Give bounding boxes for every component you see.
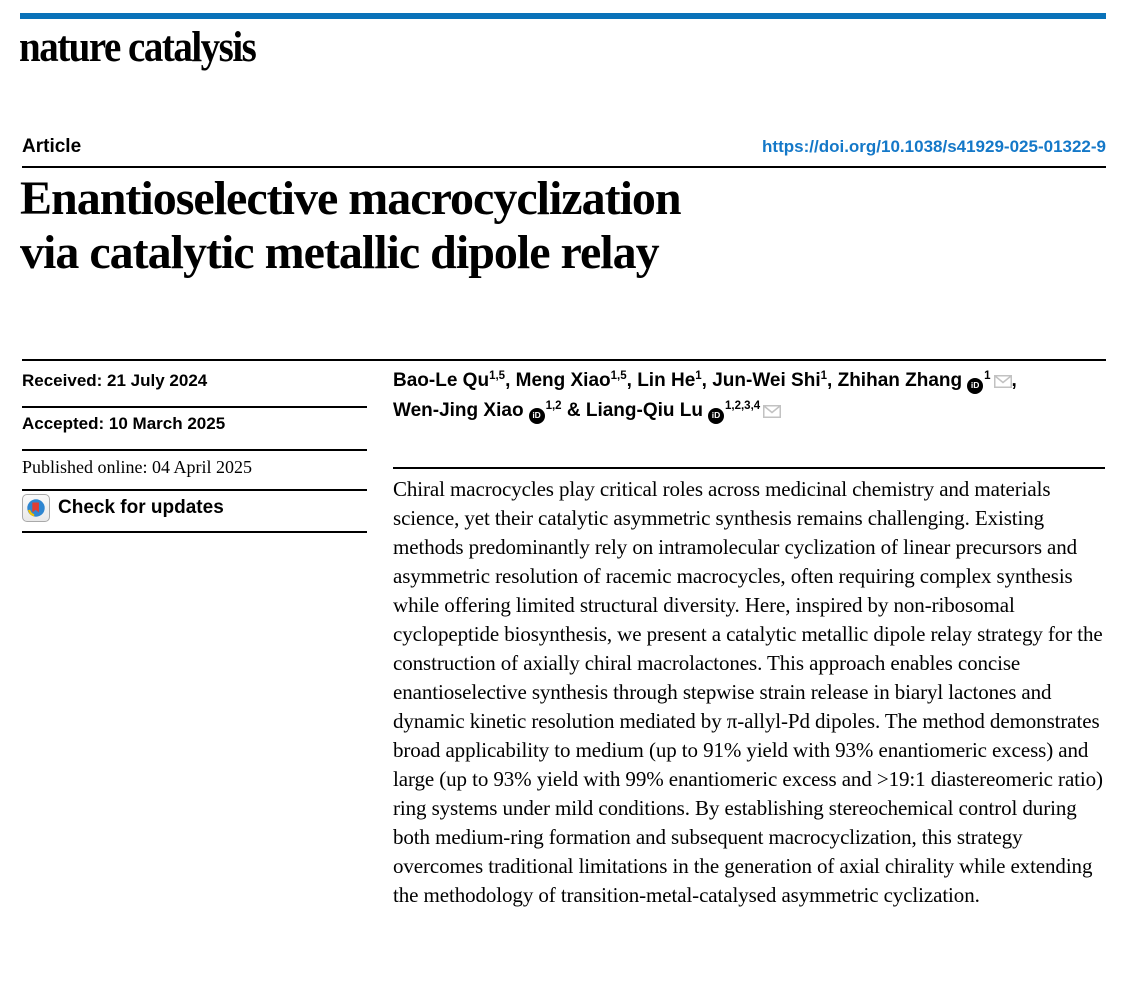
orcid-icon[interactable]: iD — [529, 408, 545, 424]
orcid-icon[interactable]: iD — [708, 408, 724, 424]
check-for-updates-label: Check for updates — [58, 497, 224, 518]
divider-above-meta — [22, 359, 1106, 361]
author-name: Bao-Le Qu — [393, 370, 490, 391]
author-affiliation-superscript: 1 — [695, 370, 702, 382]
author-affiliation-superscript: 1 — [984, 370, 991, 382]
author-name: Wen-Jing Xiao — [393, 400, 524, 421]
journal-brand-bar — [20, 13, 1106, 19]
author-line — [393, 397, 1117, 427]
doi-link[interactable]: https://doi.org/10.1038/s41929-025-01322-9 — [762, 137, 1106, 156]
email-icon[interactable] — [763, 399, 781, 426]
author-name: Zhihan Zhang — [837, 370, 963, 391]
page-title-line-2: via catalytic metallic dipole relay — [20, 226, 659, 279]
article-type-label: Article — [22, 136, 82, 157]
email-icon[interactable] — [994, 369, 1012, 396]
author-affiliation-superscript: 1,5 — [489, 370, 506, 382]
author-separator: , — [626, 370, 638, 391]
received-date: Received: 21 July 2024 — [22, 371, 208, 390]
orcid-icon[interactable]: iD — [967, 378, 983, 394]
author-line — [393, 367, 1117, 397]
author-name: Jun-Wei Shi — [712, 370, 821, 391]
author-separator: , — [701, 370, 713, 391]
article-header-row — [22, 136, 1106, 158]
abstract-text: Chiral macrocycles play critical roles across medicinal chemistry and materials science, yet their catalytic asymmetric synthesis remains challenging. Existing methods predominantly rely on intramolecular cyclization of linear precursors and asymmetric resolution of racemic macrocycles, often requiring complex synthesis while offering limited structural diversity. Here, inspired by non-ribosomal cyclopeptide biosynthesis, we present a catalytic metallic dipole relay strategy for the construction of axially chiral macrolactones. This approach enables concise enantioselective synthesis through stepwise strain release in biaryl lactones and dynamic kinetic resolution mediated by π-allyl-Pd dipoles. The method demonstrates broad applicability to medium (up to 91% yield with 93% enantiomeric excess) and large (up to 93% yield with 99% enantiomeric excess and >19:1 diastereomeric ratio) ring systems under mild conditions. By establishing stereochemical control during both medium-ring formation and subsequent macrocyclization, this strategy overcomes traditional limitations in the generation of axial chirality while extending the methodology of transition-metal-catalysed asymmetric cyclization. — [393, 477, 1103, 907]
crossmark-icon-graphic — [25, 497, 47, 519]
page-title-line-1: Enantioselective macrocyclization — [20, 172, 681, 225]
divider-meta-3 — [22, 489, 367, 491]
author-affiliation-superscript: 1 — [820, 370, 828, 382]
divider-meta-4 — [22, 531, 367, 533]
author-name: Lin He — [637, 370, 696, 391]
divider-meta-1 — [22, 406, 367, 408]
author-list — [393, 367, 1117, 427]
author-name: Meng Xiao — [515, 370, 611, 391]
author-separator: , — [1011, 370, 1017, 391]
check-for-updates-button[interactable] — [22, 494, 224, 522]
author-separator: , — [827, 370, 838, 391]
author-separator: & — [561, 400, 586, 421]
crossmark-icon[interactable] — [22, 494, 50, 522]
accepted-date: Accepted: 10 March 2025 — [22, 414, 226, 433]
envelope-icon-graphic — [763, 405, 781, 418]
author-affiliation-superscript: 1,2,3,4 — [725, 400, 761, 412]
divider-meta-2 — [22, 449, 367, 451]
author-name: Liang-Qiu Lu — [585, 400, 703, 421]
author-affiliation-superscript: 1,2 — [545, 400, 562, 412]
published-date: Published online: 04 April 2025 — [22, 457, 253, 477]
page-title — [20, 172, 1020, 280]
journal-logo: nature catalysis — [19, 23, 256, 72]
divider-under-article — [22, 166, 1106, 168]
divider-above-abstract — [393, 467, 1105, 469]
author-affiliation-superscript: 1,5 — [610, 370, 627, 382]
envelope-icon-graphic — [994, 375, 1012, 388]
author-separator: , — [505, 370, 516, 391]
